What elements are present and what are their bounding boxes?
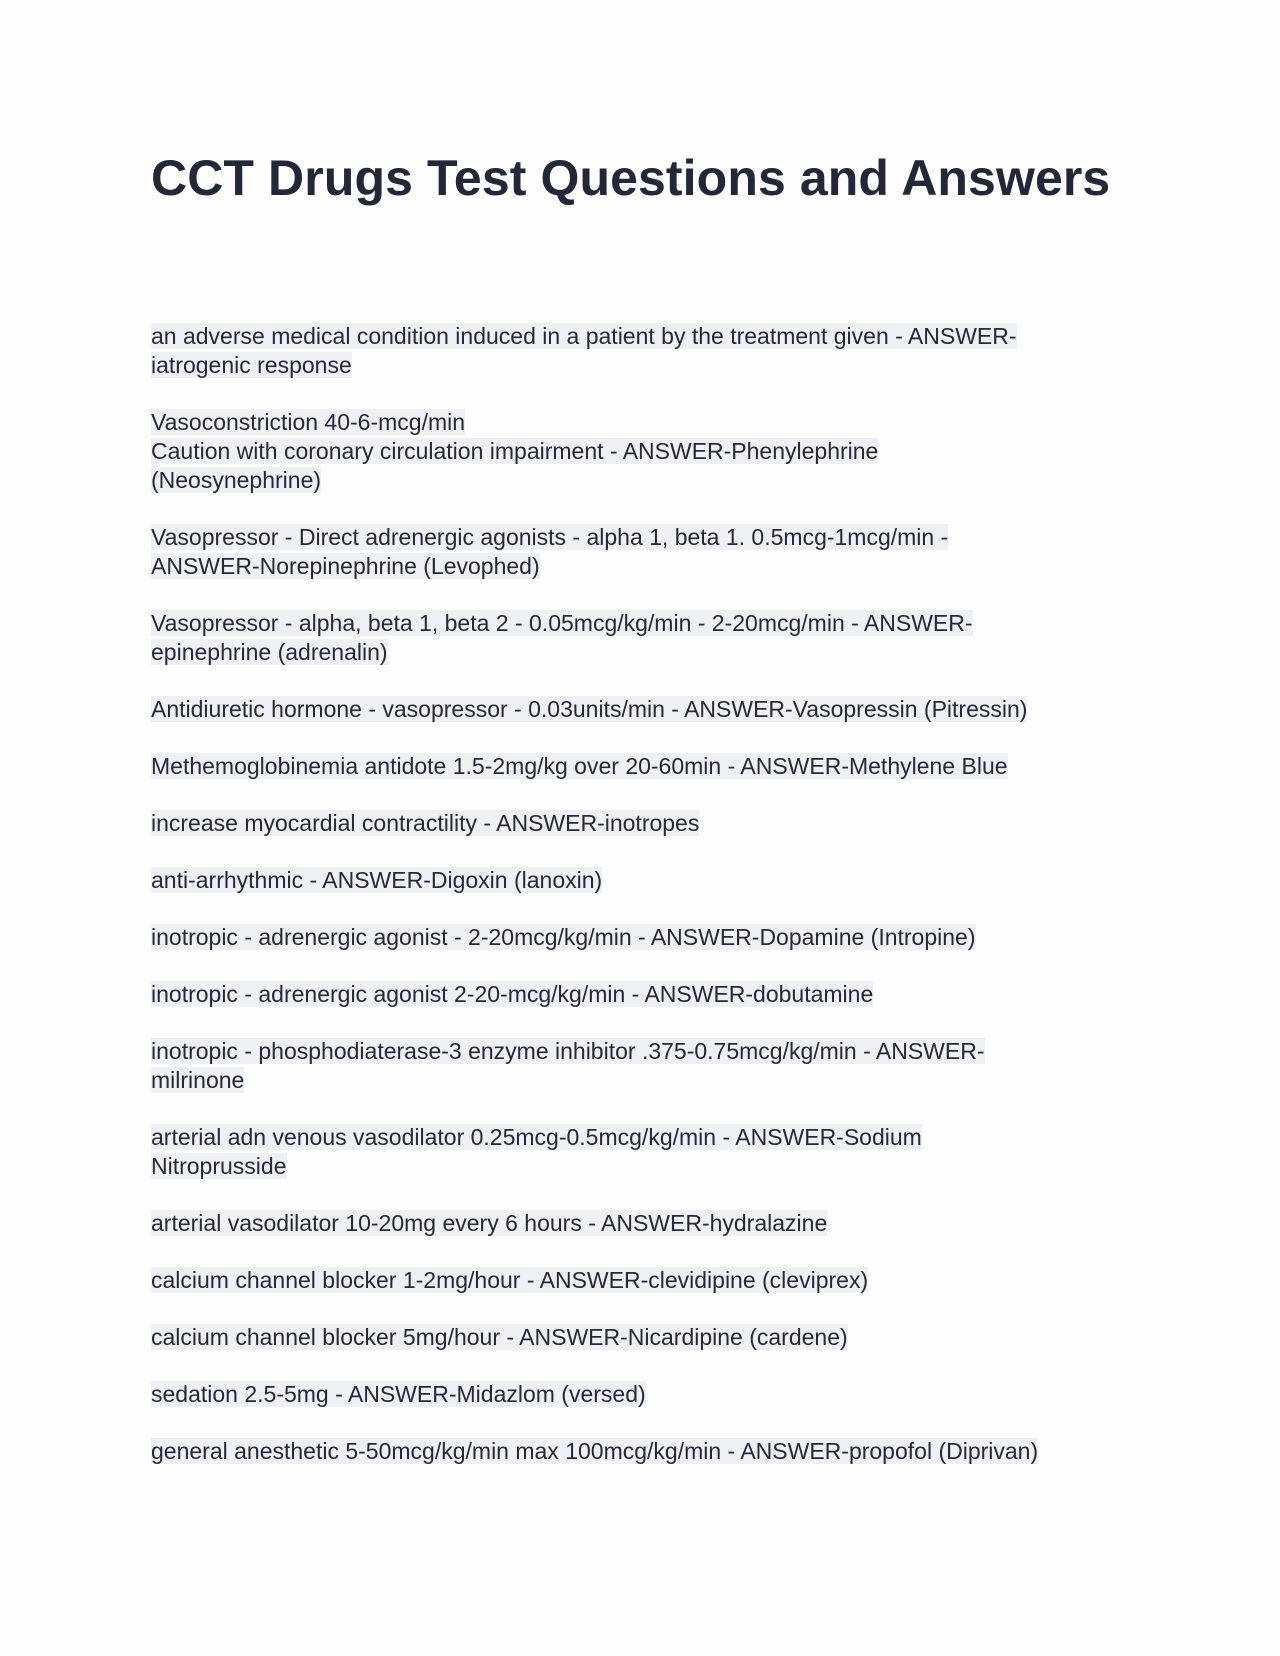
qa-line: Antidiuretic hormone - vasopressor - 0.03units/min - ANSWER-Vasopressin (Pitressin) <box>151 696 1028 722</box>
qa-line: Vasopressor - Direct adrenergic agonists - alpha 1, beta 1. 0.5mcg-1mcg/min - <box>151 524 949 550</box>
qa-item <box>151 523 1131 581</box>
qa-line: calcium channel blocker 5mg/hour - ANSWER-Nicardipine (cardene) <box>151 1324 848 1350</box>
qa-list <box>151 322 1131 1494</box>
document-title: CCT Drugs Test Questions and Answers <box>151 150 1111 206</box>
qa-item <box>151 609 1131 667</box>
qa-line-wrapper <box>151 752 1131 781</box>
qa-item <box>151 809 1131 838</box>
qa-line: increase myocardial contractility - ANSWER-inotropes <box>151 810 700 836</box>
qa-line-wrapper <box>151 866 1131 895</box>
qa-item <box>151 1209 1131 1238</box>
qa-line: milrinone <box>151 1067 245 1093</box>
qa-line-wrapper <box>151 809 1131 838</box>
qa-line: inotropic - adrenergic agonist 2-20-mcg/kg/min - ANSWER-dobutamine <box>151 981 874 1007</box>
qa-line: anti-arrhythmic - ANSWER-Digoxin (lanoxin) <box>151 867 603 893</box>
qa-line-wrapper <box>151 351 1131 380</box>
qa-line-wrapper <box>151 1437 1131 1466</box>
qa-line: Nitroprusside <box>151 1153 287 1179</box>
qa-line: Vasoconstriction 40-6-mcg/min <box>151 409 466 435</box>
qa-item <box>151 1437 1131 1466</box>
qa-line: Caution with coronary circulation impairment - ANSWER-Phenylephrine <box>151 438 879 464</box>
qa-line: general anesthetic 5-50mcg/kg/min max 100mcg/kg/min - ANSWER-propofol (Diprivan) <box>151 1438 1039 1464</box>
qa-item <box>151 980 1131 1009</box>
qa-item <box>151 752 1131 781</box>
qa-line-wrapper <box>151 437 1131 466</box>
qa-line: inotropic - phosphodiaterase-3 enzyme inhibitor .375-0.75mcg/kg/min - ANSWER- <box>151 1038 985 1064</box>
qa-line: epinephrine (adrenalin) <box>151 639 388 665</box>
qa-item <box>151 923 1131 952</box>
qa-item <box>151 1323 1131 1352</box>
qa-line-wrapper <box>151 552 1131 581</box>
qa-line-wrapper <box>151 638 1131 667</box>
qa-line-wrapper <box>151 523 1131 552</box>
qa-line-wrapper <box>151 1380 1131 1409</box>
qa-line: an adverse medical condition induced in a patient by the treatment given - ANSWER- <box>151 323 1017 349</box>
qa-item <box>151 1266 1131 1295</box>
qa-line: (Neosynephrine) <box>151 467 322 493</box>
qa-line-wrapper <box>151 695 1131 724</box>
qa-line: arterial vasodilator 10-20mg every 6 hours - ANSWER-hydralazine <box>151 1210 828 1236</box>
qa-item <box>151 1123 1131 1181</box>
qa-line: calcium channel blocker 1-2mg/hour - ANSWER-clevidipine (cleviprex) <box>151 1267 869 1293</box>
qa-item <box>151 408 1131 495</box>
qa-item <box>151 866 1131 895</box>
qa-line-wrapper <box>151 1037 1131 1066</box>
qa-line: inotropic - adrenergic agonist - 2-20mcg/kg/min - ANSWER-Dopamine (Intropine) <box>151 924 976 950</box>
qa-line-wrapper <box>151 408 1131 437</box>
qa-line: iatrogenic response <box>151 352 352 378</box>
qa-line-wrapper <box>151 1152 1131 1181</box>
qa-line-wrapper <box>151 1323 1131 1352</box>
qa-line-wrapper <box>151 322 1131 351</box>
qa-line-wrapper <box>151 609 1131 638</box>
qa-line-wrapper <box>151 466 1131 495</box>
qa-line-wrapper <box>151 1209 1131 1238</box>
qa-item <box>151 695 1131 724</box>
qa-line-wrapper <box>151 923 1131 952</box>
qa-line: Methemoglobinemia antidote 1.5-2mg/kg over 20-60min - ANSWER-Methylene Blue <box>151 753 1008 779</box>
qa-line: Vasopressor - alpha, beta 1, beta 2 - 0.05mcg/kg/min - 2-20mcg/min - ANSWER- <box>151 610 973 636</box>
qa-line-wrapper <box>151 980 1131 1009</box>
qa-item <box>151 1380 1131 1409</box>
qa-line-wrapper <box>151 1066 1131 1095</box>
qa-line-wrapper <box>151 1123 1131 1152</box>
qa-line: arterial adn venous vasodilator 0.25mcg-0.5mcg/kg/min - ANSWER-Sodium <box>151 1124 922 1150</box>
qa-line-wrapper <box>151 1266 1131 1295</box>
qa-line: sedation 2.5-5mg - ANSWER-Midazlom (versed) <box>151 1381 646 1407</box>
qa-item <box>151 1037 1131 1095</box>
qa-line: ANSWER-Norepinephrine (Levophed) <box>151 553 540 579</box>
qa-item <box>151 322 1131 380</box>
